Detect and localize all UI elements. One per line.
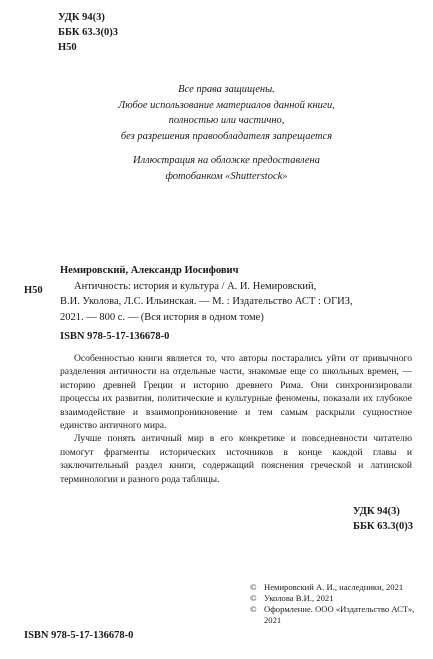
copyright-text: Оформление. ООО «Издательство АСТ», 2021: [264, 604, 415, 625]
bibliographic-line: В.И. Уколова, Л.С. Ильинская. — М. : Издательство АСТ : ОГИЗ,: [60, 296, 353, 307]
author-mark: Н50: [58, 42, 77, 53]
copyright-text: Немировский А. И., наследники, 2021: [264, 582, 404, 592]
annotation: [60, 352, 412, 486]
annotation-paragraph: Особенностью книги является то, что авторы постарались уйти от привычного разделения античности на отдельные части, знакомые еще со школьных времен, — историю древней Греции и историю древнего Рима. Они синхронизировали процессы их развития, политические и культурные феномены, показали их глубокое взаимодействие и взаимопроникновение и тем самым раскрыли сущностное единство античного мира.: [60, 353, 412, 432]
illustration-credit: [60, 153, 393, 184]
copyright-text: Уколова В.И., 2021: [264, 593, 334, 603]
copyright-item: [250, 582, 425, 593]
udk-code-bottom: УДК 94(3): [353, 506, 400, 517]
author-name: Немировский, Александр Иосифович: [60, 265, 239, 276]
bibliographic-line: 2021. — 800 с. — (Вся история в одном томе): [60, 311, 264, 323]
copyright-symbol: ©: [250, 593, 257, 603]
classification-block-bottom: [353, 504, 413, 534]
copyright-list: [250, 582, 425, 626]
annotation-paragraph: Лучше понять античный мир в его конкретике и повседневности читателю помогут фрагменты исторических источников в конце каждой главы и заключительный раздел книги, содержащий пояснения греческой и латинской терминологии и разного рода таблицы.: [60, 433, 412, 485]
rights-line: без разрешения правообладателя запрещается: [120, 130, 333, 142]
bibliographic-author-mark: Н50: [24, 285, 43, 296]
udk-code: УДК 94(3): [58, 12, 105, 23]
illustration-line: Иллюстрация на обложке предоставлена: [133, 155, 320, 166]
copyright-symbol: ©: [250, 582, 257, 592]
rights-notice: [60, 82, 393, 144]
illustration-line: фотобанком «Shutterstock»: [165, 170, 288, 182]
copyright-symbol: ©: [250, 604, 257, 614]
bbk-code-bottom: ББК 63.3(0)3: [353, 521, 413, 532]
copyright-item: [250, 593, 425, 604]
rights-line: Любое использование материалов данной книги,: [118, 99, 335, 111]
isbn: ISBN 978-5-17-136678-0: [60, 331, 170, 342]
rights-line: полностью или частично,: [168, 115, 285, 126]
bbk-code: ББК 63.3(0)3: [58, 27, 118, 38]
bibliographic-record: [60, 263, 412, 325]
rights-line: Все права защищены.: [178, 84, 275, 95]
isbn-bottom: ISBN 978-5-17-136678-0: [24, 630, 134, 641]
classification-block-top: [58, 10, 118, 55]
bibliographic-line: Античность: история и культура / А. И. Немировский,: [74, 280, 317, 292]
copyright-item: [250, 604, 425, 626]
